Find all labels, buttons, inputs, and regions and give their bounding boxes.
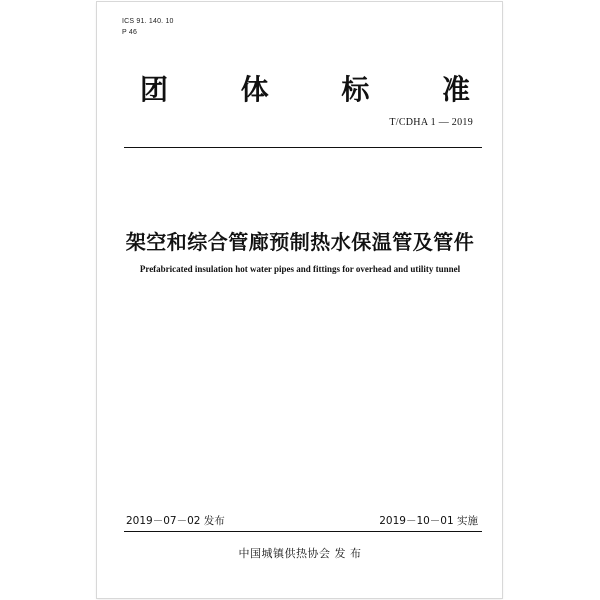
- classification-code: P 46: [122, 29, 138, 36]
- standard-type-char: 团: [140, 73, 169, 106]
- standard-type-char: 准: [441, 73, 470, 106]
- standard-type-char: 体: [240, 73, 269, 106]
- bottom-divider: [124, 531, 482, 532]
- standard-type-heading: [140, 68, 470, 108]
- document-title-chinese: 架空和综合管廊预制热水保温管及管件: [125, 230, 475, 254]
- standard-number: T/CDHA 1 — 2019: [389, 117, 473, 128]
- document-title-english: Prefabricated insulation hot water pipes and fittings for overhead and utility tunnel: [139, 264, 461, 274]
- ics-code: ICS 91. 140. 10: [122, 18, 174, 25]
- standard-type-char: 标: [341, 73, 370, 106]
- top-divider: [124, 147, 482, 148]
- release-date: 2019－07－02 发布: [126, 515, 225, 527]
- implementation-date: 2019－10－01 实施: [379, 515, 478, 527]
- publisher: 中国城镇供热协会 发 布: [238, 547, 362, 560]
